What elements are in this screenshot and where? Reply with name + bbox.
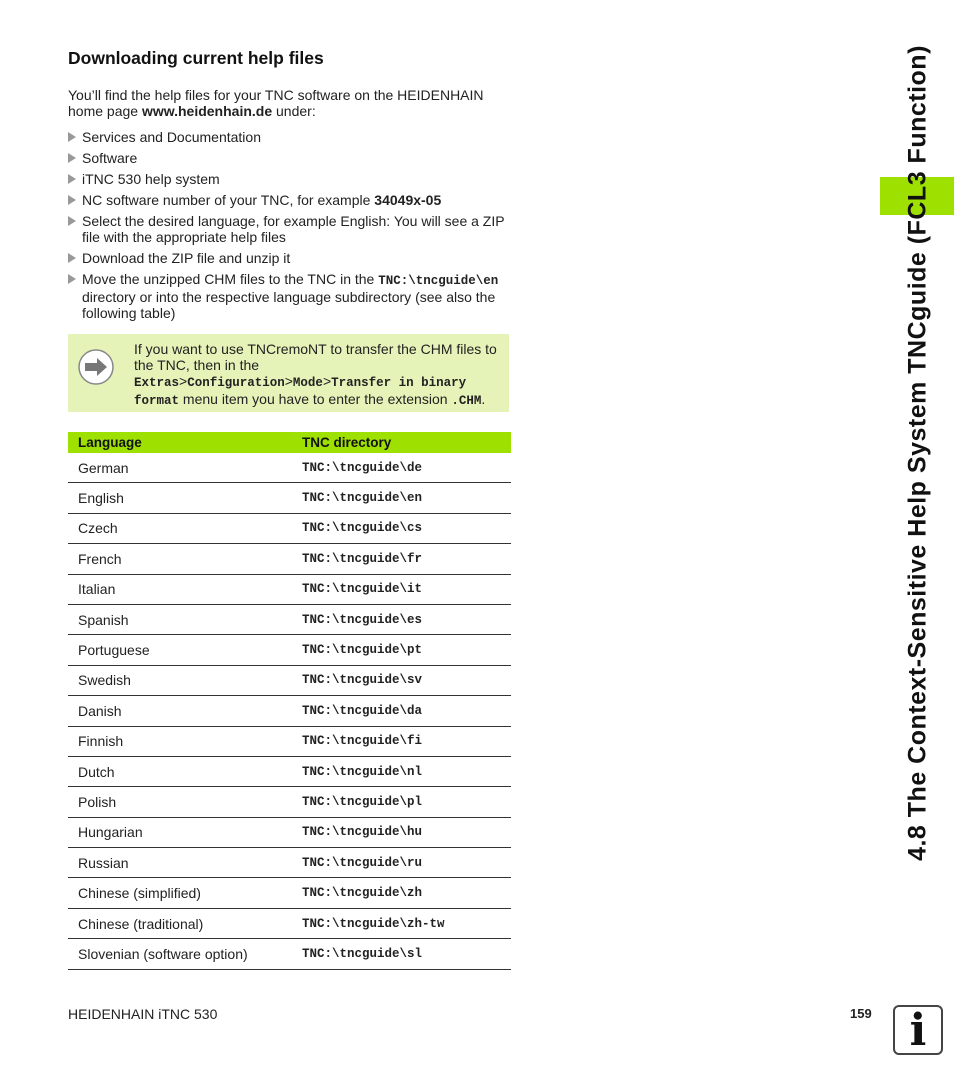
directory-cell: TNC:\tncguide\de — [290, 453, 511, 483]
table-row — [68, 544, 511, 574]
language-cell: Chinese (traditional) — [68, 908, 290, 938]
header-language: Language — [68, 432, 290, 453]
directory-cell: TNC:\tncguide\fi — [290, 726, 511, 756]
chm-extension: .CHM — [451, 394, 482, 408]
table-row — [68, 726, 511, 756]
table-row — [68, 908, 511, 938]
language-cell: German — [68, 453, 290, 483]
heidenhain-link[interactable]: www.heidenhain.de — [141, 103, 273, 119]
directory-cell: TNC:\tncguide\es — [290, 604, 511, 634]
triangle-bullet-icon — [68, 274, 76, 284]
triangle-bullet-icon — [68, 174, 76, 184]
table-row — [68, 756, 511, 786]
page-title: Downloading current help files — [68, 48, 324, 68]
triangle-bullet-icon — [68, 253, 76, 263]
triangle-bullet-icon — [68, 153, 76, 163]
language-cell: Slovenian (software option) — [68, 939, 290, 969]
footer-product: HEIDENHAIN iTNC 530 — [68, 1006, 218, 1022]
menu-configuration: Configuration — [187, 376, 285, 390]
menu-extras: Extras — [134, 376, 180, 390]
step-item: iTNC 530 help system — [68, 171, 513, 187]
step-item: Move the unzipped CHM files to the TNC in the TNC:\tncguide\en directory or into the respective language subdirectory (see also the following table) — [68, 271, 513, 321]
intro-paragraph: You’ll find the help files for your TNC software on the HEIDENHAIN home page www.heidenhain.de under: — [68, 87, 484, 119]
note-text: If you want to use TNCremoNT to transfer the CHM files to the TNC, then in the Extras>Configuration>Mode>Transfer in binary format menu item you have to enter the extension .CHM. — [134, 341, 497, 408]
directory-cell: TNC:\tncguide\pt — [290, 635, 511, 665]
table-row — [68, 878, 511, 908]
directory-cell: TNC:\tncguide\zh-tw — [290, 908, 511, 938]
step-item: NC software number of your TNC, for example 34049x-05 — [68, 192, 513, 208]
target-directory: TNC:\tncguide\en — [378, 274, 499, 288]
directory-cell: TNC:\tncguide\cs — [290, 513, 511, 543]
table-row — [68, 604, 511, 634]
step-item: Download the ZIP file and unzip it — [68, 250, 513, 266]
language-cell: Spanish — [68, 604, 290, 634]
directory-cell: TNC:\tncguide\ru — [290, 848, 511, 878]
page-number: 159 — [850, 1006, 872, 1021]
step-item: Software — [68, 150, 513, 166]
step-item: Select the desired language, for example English: You will see a ZIP file with the appropriate help files — [68, 213, 513, 245]
language-cell: Czech — [68, 513, 290, 543]
directory-cell: TNC:\tncguide\da — [290, 696, 511, 726]
directory-cell: TNC:\tncguide\zh — [290, 878, 511, 908]
directory-cell: TNC:\tncguide\sl — [290, 939, 511, 969]
table-row — [68, 787, 511, 817]
language-cell: English — [68, 483, 290, 513]
table-row — [68, 483, 511, 513]
directory-cell: TNC:\tncguide\pl — [290, 787, 511, 817]
table-row — [68, 817, 511, 847]
table-header-row — [68, 432, 511, 453]
directory-cell: TNC:\tncguide\sv — [290, 665, 511, 695]
note-box — [68, 334, 509, 412]
chapter-side-title: 4.8 The Context-Sensitive Help System TNCguide (FCL3 Function) — [903, 45, 932, 861]
language-cell: Portuguese — [68, 635, 290, 665]
table-row — [68, 696, 511, 726]
steps-list — [68, 129, 513, 326]
language-cell: Dutch — [68, 756, 290, 786]
language-cell: Finnish — [68, 726, 290, 756]
software-number: 34049x-05 — [374, 192, 442, 208]
language-cell: Chinese (simplified) — [68, 878, 290, 908]
info-icon: i — [893, 1005, 943, 1055]
table-row — [68, 453, 511, 483]
triangle-bullet-icon — [68, 195, 76, 205]
triangle-bullet-icon — [68, 132, 76, 142]
language-cell: Swedish — [68, 665, 290, 695]
directory-cell: TNC:\tncguide\fr — [290, 544, 511, 574]
directory-cell: TNC:\tncguide\en — [290, 483, 511, 513]
step-item: Services and Documentation — [68, 129, 513, 145]
triangle-bullet-icon — [68, 216, 76, 226]
language-cell: French — [68, 544, 290, 574]
directory-cell: TNC:\tncguide\nl — [290, 756, 511, 786]
table-row — [68, 939, 511, 969]
table-row — [68, 665, 511, 695]
table-row — [68, 848, 511, 878]
language-cell: Polish — [68, 787, 290, 817]
table-row — [68, 635, 511, 665]
menu-mode: Mode — [292, 376, 323, 390]
language-cell: Hungarian — [68, 817, 290, 847]
arrow-right-icon — [78, 349, 114, 385]
directory-cell: TNC:\tncguide\hu — [290, 817, 511, 847]
language-cell: Italian — [68, 574, 290, 604]
table-row — [68, 513, 511, 543]
table-row — [68, 574, 511, 604]
menu-transfer-binary: Transfer in binary format — [134, 376, 467, 408]
header-directory: TNC directory — [290, 432, 511, 453]
directory-cell: TNC:\tncguide\it — [290, 574, 511, 604]
language-directory-table — [68, 432, 511, 970]
language-cell: Danish — [68, 696, 290, 726]
language-cell: Russian — [68, 848, 290, 878]
